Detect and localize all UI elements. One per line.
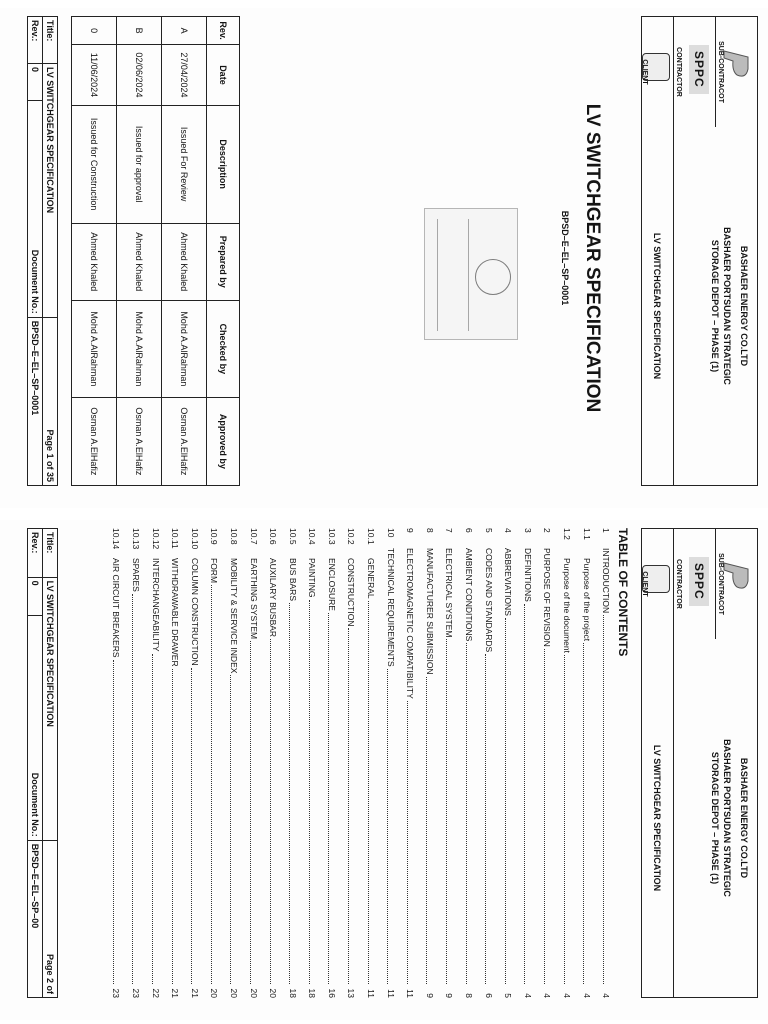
contractor-label: CONTRACTOR xyxy=(675,47,682,97)
toc-entry-label: PAINTING xyxy=(307,558,318,598)
company-name: BASHAER ENERGY CO.LTD xyxy=(739,757,749,879)
col-approved-by: Approved by xyxy=(207,397,240,485)
toc-entry-number: 3 xyxy=(522,528,533,533)
toc-leader-dots xyxy=(132,594,133,984)
sub-contractor-logo xyxy=(722,559,752,593)
footer-docno-label: Document No.: xyxy=(28,100,43,317)
project-line-1: BASHAER PORTSUDAN STRATEGIC xyxy=(722,739,732,897)
table-row xyxy=(117,17,162,486)
project-line-2: STORAGE DEPOT – PHASE (1) xyxy=(710,751,720,885)
toc-leader-dots xyxy=(505,618,506,984)
toc-entry-label: PURPOSE OF REVISION xyxy=(542,548,553,647)
toc-entry-page: 4 xyxy=(601,993,612,998)
footer-docno-value: BPSD–E–EL–SP–00 xyxy=(28,840,43,997)
toc-entry-label: SPARES xyxy=(130,558,141,592)
toc-entry[interactable] xyxy=(577,528,597,998)
document-page-1 xyxy=(0,8,768,508)
toc-entry[interactable] xyxy=(518,528,538,998)
toc-entry[interactable] xyxy=(538,528,558,998)
toc-leader-dots xyxy=(309,600,310,984)
toc-entry-number: 7 xyxy=(444,528,455,533)
cell: Issued for approval xyxy=(117,105,162,223)
company-name: BASHAER ENERGY CO.LTD xyxy=(739,245,749,367)
toc-leader-dots xyxy=(250,641,251,984)
toc-entry-number: 10.11 xyxy=(170,528,181,549)
toc-leader-dots xyxy=(172,669,173,984)
toc-entry-label: MANUFACTURER SUBMISSION xyxy=(424,548,435,675)
toc-entry[interactable] xyxy=(342,528,362,998)
footer-title-value: LV SWITCHGEAR SPECIFICATION xyxy=(43,63,58,317)
project-line-2: STORAGE DEPOT – PHASE (1) xyxy=(710,239,720,373)
table-row xyxy=(72,17,117,486)
toc-leader-dots xyxy=(368,601,369,984)
client-cell xyxy=(640,17,673,127)
toc-entry[interactable] xyxy=(381,528,401,998)
toc-entry-label: CONSTRUCTION xyxy=(346,558,357,627)
footer-rev-label: Rev.: xyxy=(28,17,43,64)
toc-entry[interactable] xyxy=(146,528,166,998)
sub-contractor-label: SUB-CONTRACOT xyxy=(717,41,724,103)
toc-entry-page: 23 xyxy=(111,988,122,998)
toc-entry[interactable] xyxy=(596,528,616,998)
cell: Ahmed Khaled xyxy=(72,223,117,300)
toc-entry[interactable] xyxy=(283,528,303,998)
col-rev: Rev. xyxy=(207,17,240,45)
signature xyxy=(437,219,469,331)
cell: B xyxy=(117,17,162,45)
toc-entry-number: 9 xyxy=(405,528,416,533)
cell: Mohd A.AlRahman xyxy=(162,300,207,397)
toc-entry-number: 10.13 xyxy=(130,528,141,550)
toc-entry[interactable] xyxy=(205,528,225,998)
toc-entry-number: 10.5 xyxy=(287,528,298,545)
toc-leader-dots xyxy=(289,603,290,984)
cell: Issued for Construction xyxy=(72,105,117,223)
contractor-cell xyxy=(673,17,715,127)
toc-entry-label: BUS BARS xyxy=(287,558,298,601)
toc-leader-dots xyxy=(191,668,192,984)
revision-table xyxy=(71,16,240,486)
sub-contractor-logo xyxy=(722,47,752,81)
cell: A xyxy=(162,17,207,45)
cell: Ahmed Khaled xyxy=(162,223,207,300)
col-date: Date xyxy=(207,45,240,105)
toc-entry-page: 21 xyxy=(189,988,200,998)
sub-contractor-cell xyxy=(715,529,757,639)
toc-entry-number: 10 xyxy=(385,528,396,538)
contractor-logo: SPPC xyxy=(689,557,709,606)
toc-entry-number: 1 xyxy=(601,528,612,533)
toc-entry-label: AIR CIRCUIT BREAKERS xyxy=(111,558,122,658)
toc-entry-page: 11 xyxy=(366,989,377,998)
toc-entry[interactable] xyxy=(107,528,127,998)
toc-leader-dots xyxy=(328,613,329,984)
toc-entry[interactable] xyxy=(440,528,460,998)
toc-entry-label: FORM xyxy=(209,558,220,584)
toc-entry-number: 10.2 xyxy=(346,528,357,545)
toc-entry-label: ELECTRICAL SYSTEM xyxy=(444,548,455,638)
header-doc-title: LV SWITCHGEAR SPECIFICATION xyxy=(652,744,662,892)
toc-entry-page: 5 xyxy=(503,993,514,998)
footer-title-value: LV SWITCHGEAR SPECIFICATION xyxy=(43,577,58,840)
toc-leader-dots xyxy=(544,649,545,984)
toc-entry-page: 11 xyxy=(405,989,416,998)
toc-leader-dots xyxy=(407,701,408,984)
toc-leader-dots xyxy=(387,669,388,984)
contractor-cell xyxy=(673,529,715,639)
toc-entry-number: 2 xyxy=(542,528,553,533)
cell: 0 xyxy=(72,17,117,45)
footer-rev-label: Rev.: xyxy=(28,529,43,578)
toc-entry-label: INTERCHANGEABILITY xyxy=(150,558,161,652)
toc-entry-number: 1.2 xyxy=(562,528,573,540)
cell: Osman A.ElHafiz xyxy=(72,397,117,485)
footer-title-label: Title: xyxy=(43,529,58,578)
toc-entry[interactable] xyxy=(244,528,264,998)
toc-entry-label: INTRODUCTION xyxy=(601,548,612,614)
table-of-contents xyxy=(107,528,616,998)
toc-entry-page: 16 xyxy=(326,988,337,998)
toc-entry[interactable] xyxy=(126,528,146,998)
toc-entry-page: 20 xyxy=(228,988,239,998)
toc-entry-page: 20 xyxy=(248,988,259,998)
toc-entry[interactable] xyxy=(400,528,420,998)
toc-entry[interactable] xyxy=(361,528,381,998)
cell: Osman A.ElHafiz xyxy=(162,397,207,485)
toc-entry-label: Purpose of the project xyxy=(581,558,592,642)
cell: 02/06/2024 xyxy=(117,45,162,105)
sub-contractor-cell xyxy=(715,17,757,127)
toc-leader-dots xyxy=(230,675,231,984)
toc-entry-page: 18 xyxy=(287,988,298,998)
footer-page: Page 1 of 35 xyxy=(43,317,58,485)
page-header xyxy=(641,16,758,486)
toc-leader-dots xyxy=(603,615,604,984)
toc-entry-page: 4 xyxy=(522,993,533,998)
toc-leader-dots xyxy=(113,660,114,984)
contractor-logo: SPPC xyxy=(689,45,709,94)
footer-title-label: Title: xyxy=(43,17,58,64)
page-header xyxy=(641,528,758,998)
client-label: CLIENT xyxy=(641,59,648,85)
toc-entry-page: 4 xyxy=(562,993,573,998)
toc-entry-label: ELECTROMAGNETIC COMPATIBILITY xyxy=(405,548,416,699)
client-label: CLIENT xyxy=(641,571,648,597)
toc-entry-label: MOBILITY & SERVICE INDEX xyxy=(228,558,239,674)
toc-entry[interactable] xyxy=(263,528,283,998)
toc-entry-page: 22 xyxy=(150,988,161,998)
client-cell xyxy=(640,529,673,639)
contractor-label: CONTRACTOR xyxy=(675,559,682,609)
toc-entry-label: CODES AND STANDARDS xyxy=(483,548,494,653)
toc-heading: TABLE OF CONTENTS xyxy=(616,528,630,657)
col-prepared-by: Prepared by xyxy=(207,223,240,300)
toc-leader-dots xyxy=(270,639,271,984)
toc-entry-number: 4 xyxy=(503,528,514,533)
toc-leader-dots xyxy=(583,643,584,984)
toc-entry[interactable] xyxy=(557,528,577,998)
document-page-2 xyxy=(0,520,768,1020)
document-number: BPSD–E–EL–SP–0001 xyxy=(560,210,570,306)
toc-entry-number: 10.4 xyxy=(307,528,318,545)
toc-entry-label: WITHDRAWABLE DRAWER xyxy=(170,558,181,667)
toc-entry-page: 13 xyxy=(346,988,357,998)
toc-entry-number: 6 xyxy=(464,528,475,533)
toc-entry-number: 10.10 xyxy=(189,528,200,550)
toc-entry[interactable] xyxy=(498,528,518,998)
toc-leader-dots xyxy=(466,643,467,984)
toc-entry-page: 4 xyxy=(542,993,553,998)
toc-leader-dots xyxy=(348,628,349,984)
toc-entry[interactable] xyxy=(165,528,185,998)
footer-docno-value: BPSD–E–EL–SP–0001 xyxy=(28,317,43,485)
toc-leader-dots xyxy=(524,604,525,984)
footer-rev-value: 0 xyxy=(28,577,43,615)
project-line-1: BASHAER PORTSUDAN STRATEGIC xyxy=(722,227,732,385)
sub-contractor-label: SUB-CONTRACOT xyxy=(717,553,724,615)
cell: Osman A.ElHafiz xyxy=(117,397,162,485)
toc-entry-number: 10.14 xyxy=(111,528,122,550)
toc-entry[interactable] xyxy=(322,528,342,998)
col-description: Description xyxy=(207,105,240,223)
toc-entry-page: 8 xyxy=(464,993,475,998)
approval-stamp xyxy=(424,208,518,340)
toc-entry-page: 9 xyxy=(444,993,455,998)
cell: Mohd A.AlRahman xyxy=(117,300,162,397)
toc-entry-number: 10.1 xyxy=(366,528,377,545)
toc-entry-number: 8 xyxy=(424,528,435,533)
toc-entry[interactable] xyxy=(303,528,323,998)
toc-entry-label: GENERAL xyxy=(366,558,377,599)
toc-entry-page: 20 xyxy=(209,988,220,998)
toc-entry-page: 23 xyxy=(130,988,141,998)
page-title: LV SWITCHGEAR SPECIFICATION xyxy=(582,103,603,413)
toc-entry-page: 20 xyxy=(268,988,279,998)
cell: Mohd A.AlRahman xyxy=(72,300,117,397)
toc-entry[interactable] xyxy=(224,528,244,998)
toc-entry-page: 21 xyxy=(170,988,181,998)
cell: Ahmed Khaled xyxy=(117,223,162,300)
toc-entry-number: 10.8 xyxy=(228,528,239,545)
toc-entry-number: 10.6 xyxy=(268,528,279,545)
toc-entry-number: 10.7 xyxy=(248,528,259,545)
header-doc-title: LV SWITCHGEAR SPECIFICATION xyxy=(652,232,662,380)
footer-docno-label: Document No.: xyxy=(28,615,43,840)
toc-entry-page: 11 xyxy=(385,989,396,998)
toc-entry[interactable] xyxy=(459,528,479,998)
toc-entry-page: 9 xyxy=(424,993,435,998)
toc-entry[interactable] xyxy=(185,528,205,998)
toc-entry-label: AUXILARY BUSBAR xyxy=(268,558,279,638)
col-checked-by: Checked by xyxy=(207,300,240,397)
toc-entry-page: 6 xyxy=(483,993,494,998)
toc-leader-dots xyxy=(485,654,486,984)
toc-entry-label: TECHNICAL REQUIREMENTS xyxy=(385,548,396,667)
toc-entry-label: DEFINITIONS xyxy=(522,548,533,602)
toc-leader-dots xyxy=(446,639,447,984)
toc-leader-dots xyxy=(211,585,212,984)
footer-rev-value: 0 xyxy=(28,63,43,100)
toc-entry-page: 18 xyxy=(307,988,318,998)
toc-entry-label: Purpose of the document xyxy=(562,558,573,653)
toc-entry-label: ENCLOSURE xyxy=(326,558,337,611)
cell: 27/04/2024 xyxy=(162,45,207,105)
cell: 11/06/2024 xyxy=(72,45,117,105)
toc-entry[interactable] xyxy=(479,528,499,998)
stamp-seal xyxy=(475,259,511,295)
toc-entry-number: 1.1 xyxy=(581,528,592,540)
toc-entry-number: 10.9 xyxy=(209,528,220,545)
toc-leader-dots xyxy=(426,677,427,984)
toc-entry-label: EARTHING SYSTEM xyxy=(248,558,259,640)
page-footer xyxy=(27,528,58,998)
toc-entry-page: 4 xyxy=(581,993,592,998)
page-footer xyxy=(27,16,58,486)
toc-entry-number: 10.3 xyxy=(326,528,337,545)
toc-leader-dots xyxy=(152,654,153,984)
toc-entry-number: 5 xyxy=(483,528,494,533)
toc-entry[interactable] xyxy=(420,528,440,998)
footer-page: Page 2 of xyxy=(43,840,58,997)
toc-leader-dots xyxy=(564,655,565,984)
toc-entry-label: ABBREVIATIONS xyxy=(503,548,514,616)
table-row xyxy=(162,17,207,486)
cell: Issued For Review xyxy=(162,105,207,223)
toc-entry-number: 10.12 xyxy=(150,528,161,550)
toc-entry-label: AMBIENT CONDITIONS xyxy=(464,548,475,642)
toc-entry-label: COLUMN CONSTRUCTION xyxy=(189,558,200,666)
revision-table-header xyxy=(207,17,240,486)
